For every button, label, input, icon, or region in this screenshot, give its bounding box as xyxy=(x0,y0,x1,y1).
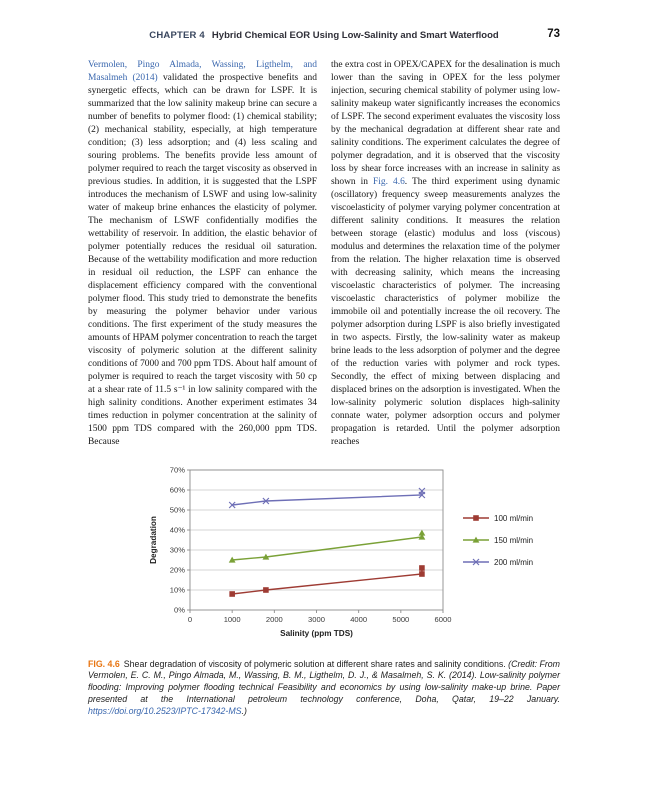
left-column xyxy=(88,59,317,449)
figure-label: FIG. 4.6 xyxy=(88,658,120,669)
degradation-line-chart xyxy=(144,462,546,650)
svg-text:0%: 0% xyxy=(174,605,185,615)
svg-text:Salinity (ppm TDS): Salinity (ppm TDS) xyxy=(280,628,353,638)
svg-text:100 ml/min: 100 ml/min xyxy=(494,513,534,523)
page-number: 73 xyxy=(547,28,560,40)
right-column-text-after: . The third experiment using dynamic (oscillatory) frequency sweep measurements analyzes the viscoelasticity of polymer varying polymer concentration at different salinity conditions. It measures the relation between storage (elastic) modulus and loss (viscous) modulus and determines the relaxation time of the polymer from the relation. The higher relaxation time is observed with decreasing salinity, which means the increasing viscoelastic characteristics of polymer. The increasing viscoelastic characteristics of polymer mobilize the immobile oil and potentially increase the oil recovery. The polymer adsorption during LSPF is also briefly investigated in two aspects. Firstly, the low-salinity water as makeup brine leads to the less adsorption of polymer and the degree of the reduction varies with polymer and rock types. Secondly, the effect of mixing between displacing and displaced brines on the adsorption is investigated. When the low-salinity polymeric solution displaces high-salinity connate water, polymer adsorption occurs and polymer propagation is retarded. Until the polymer adsorption reaches xyxy=(331,176,560,447)
svg-text:50%: 50% xyxy=(169,505,185,515)
figure-ref-link[interactable]: Fig. 4.6 xyxy=(373,176,405,187)
svg-text:Degradation: Degradation xyxy=(149,515,158,564)
right-column-text-before: the extra cost in OPEX/CAPEX for the desalination is much lower than the saving in OPEX for the less polymer injection, securing chemical stability of polymer using low-salinity makeup water significantly increases the economics of LSPF. The second experiment evaluates the viscosity loss by the mechanical degradation at different shear rate and salinity conditions. The experiment calculates the degree of polymer degradation, and it is observed that the viscosity loss by shear force increases with an increase in salinity as shown in xyxy=(331,60,560,187)
svg-text:70%: 70% xyxy=(169,465,185,475)
svg-text:20%: 20% xyxy=(169,565,185,575)
svg-text:1000: 1000 xyxy=(223,614,241,624)
figure-credit-text: (Credit: From Vermolen, E. C. M., Pingo Almada, M., Wassing, B. M., Ligthelm, D. J., & Masalmeh, S. K. (2014). Low-salinity polymer flooding: Improving polymer flooding technical Feasibility and economics by using low-salinity make-up brine. Paper presented at the International petroleum technology conference, Doha, Qatar, 19–22 January. xyxy=(88,658,560,705)
svg-text:0: 0 xyxy=(187,614,193,624)
svg-text:30%: 30% xyxy=(169,545,185,555)
left-column-text: validated the prospective benefits and synergetic effects, which can be drawn for LSPF. It is summarized that the low salinity makeup brine can secure a number of benefits to polymer flood: (1) chemical stability; (2) mechanical stability, especially, at high temperature condition; (3) less adsorption; and (4) less scaling and souring problems. The benefits provide less amount of polymer required to reach the target viscosity as observed in previous studies. In addition, it is suggested that the LSPF introduces the mechanism of LSWF and using low-salinity water of makeup brine enhances the elasticity of polymer. The mechanism of LSWF confidentially modifies the wettability of reservoir. In addition, the elastic behavior of polymer potentially reduces the residual oil saturation. Because of the wettability modification and more reduction in residual oil reduction, the LSPF can enhance the displacement efficiency compared with the conventional polymer flood. This study tried to demonstrate the benefits by measuring the polymer behavior under various conditions. The first experiment of the study measures the amounts of HPAM polymer concentration to reach the target viscosity of polymeric solution at the different salinity conditions of 7000 and 700 ppm TDS. About half amount of polymer is required to reach the target viscosity with 50 cp at a shear rate of 11.5 s⁻¹ in low salinity compared with the high salinity conditions. Another experiment estimates 34 times reduction in polymer concentration at the salinity of 1500 ppm TDS compared with the 260,000 ppm TDS. Because xyxy=(88,72,317,447)
figure-caption xyxy=(88,659,560,719)
svg-text:40%: 40% xyxy=(169,525,185,535)
right-column xyxy=(331,59,560,449)
doi-link[interactable]: https://doi.org/10.2523/IPTC-17342-MS xyxy=(88,706,242,717)
svg-text:2000: 2000 xyxy=(265,614,283,624)
svg-text:10%: 10% xyxy=(169,585,185,595)
figure-credit-end: .) xyxy=(241,706,247,717)
svg-text:200 ml/min: 200 ml/min xyxy=(494,557,534,567)
svg-text:60%: 60% xyxy=(169,485,185,495)
article-body xyxy=(88,59,560,449)
page-header xyxy=(88,30,560,41)
svg-text:5000: 5000 xyxy=(392,614,410,624)
chapter-title: Hybrid Chemical EOR Using Low-Salinity and Smart Waterflood xyxy=(211,30,499,41)
figure-caption-text: Shear degradation of viscosity of polymeric solution at different share rates and salinity conditions. xyxy=(123,658,506,669)
svg-text:4000: 4000 xyxy=(350,614,368,624)
svg-text:150 ml/min: 150 ml/min xyxy=(494,535,534,545)
svg-text:6000: 6000 xyxy=(434,614,452,624)
svg-text:3000: 3000 xyxy=(308,614,325,624)
citation-link[interactable]: Vermolen, Pingo Almada, Wassing, Ligthelm, and Masalmeh (2014) xyxy=(88,60,317,83)
figure-4-6 xyxy=(88,462,560,719)
chapter-label: CHAPTER 4 xyxy=(149,30,205,41)
